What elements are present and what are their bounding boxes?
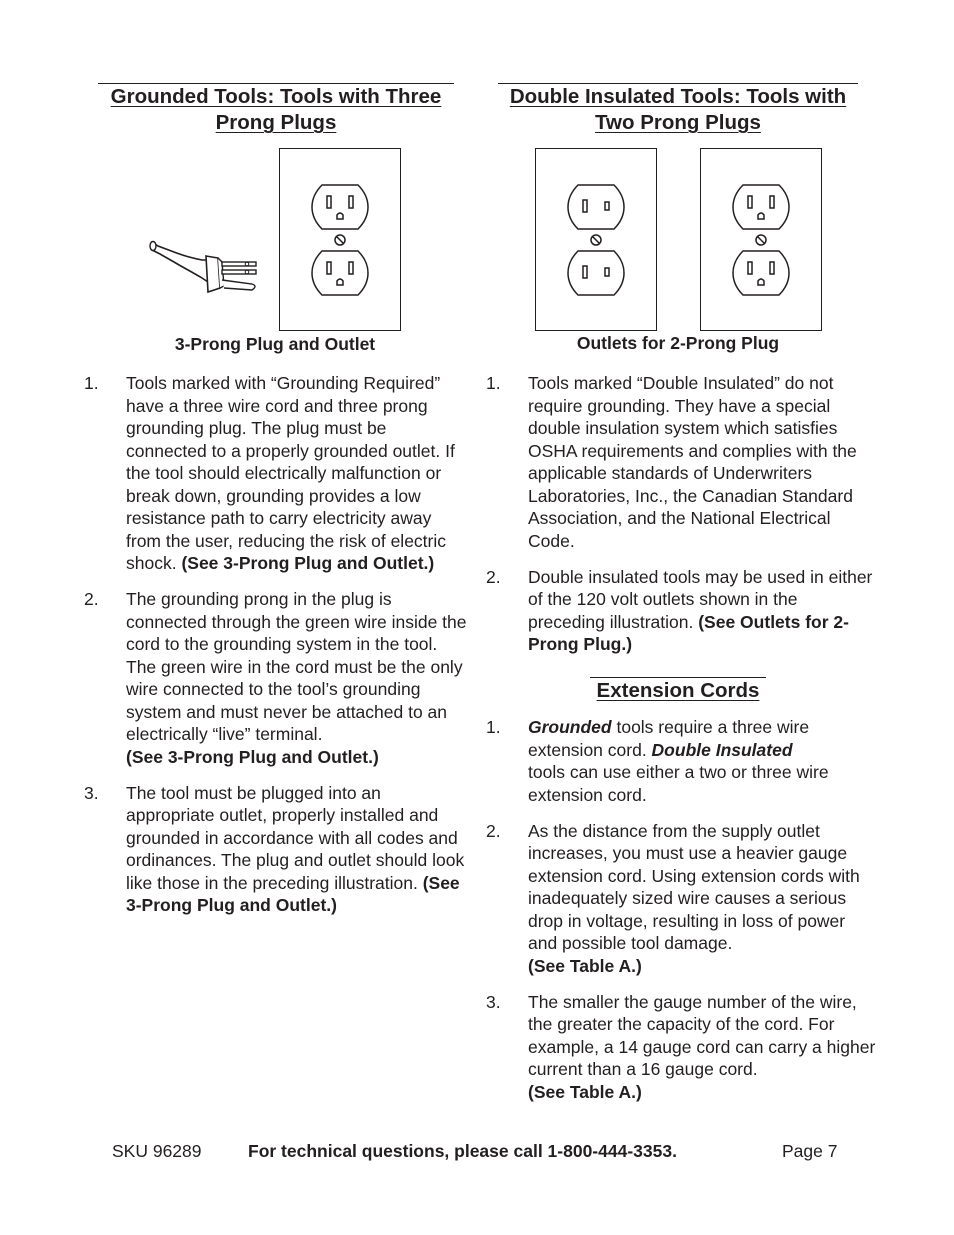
list-item-text: Grounded tools require a three wire extension cord. Double Insulated tools can use either a two or three wire extension cord. (528, 717, 829, 805)
list-item-text: The grounding prong in the plug is connected through the green wire inside the cord to the grounding system in the tool. The green wire in the cord must be the only wire connected to the tool’s grounding system and must never be attached to an electrically “live” terminal. (See 3-Prong Plug and Outlet.) (126, 589, 467, 767)
list-item: 2. Double insulated tools may be used in either of the 120 volt outlets shown in the preceding illustration. (See Outlets for 2-Prong Plug.) (486, 566, 878, 656)
list-item-text: The smaller the gauge number of the wire, the greater the capacity of the cord. For example, a 14 gauge cord can carry a higher current than a 16 gauge cord. (See Table A.) (528, 991, 876, 1102)
extension-cords-list (486, 716, 878, 1117)
grounded-tools-heading (98, 84, 454, 136)
double-insulated-heading (498, 84, 858, 136)
heading-rule (590, 677, 766, 678)
list-item: 3. The tool must be plugged into an appropriate outlet, properly installed and grounded in accordance with all codes and ordinances. The plug and outlet should look like those in the preceding illustration. (See 3-Prong Plug and Outlet.) (84, 782, 470, 917)
list-item-text: As the distance from the supply outlet increases, you must use a heavier gauge extension cord. Using extension cords with inadequately sized wire causes a serious drop in voltage, resulting in loss of power and possible tool damage. (See Table A.) (528, 820, 860, 976)
double-insulated-heading-line1: Double Insulated Tools: Tools with (509, 85, 847, 108)
footer-page-number: Page 7 (782, 1141, 838, 1161)
grounded-outlet-box (279, 148, 401, 331)
two-prong-outlet-box-right (700, 148, 822, 331)
list-item: 1. Grounded tools require a three wire extension cord. Double Insulated tools can use either a two or three wire extension cord. (486, 716, 878, 806)
list-item: 1. Tools marked “Double Insulated” do not require grounding. They have a special double insulation system which satisfies OSHA requirements and complies with the applicable standards of Underwriters Laboratories, Inc., the Canadian Standard Association, and the National Electrical Code. (486, 372, 878, 552)
list-item: 3. The smaller the gauge number of the wire, the greater the capacity of the cord. For example, a 14 gauge cord can carry a higher current than a 16 gauge cord. (See Table A.) (486, 991, 878, 1104)
footer-phone: For technical questions, please call 1-800-444-3353. (248, 1141, 677, 1161)
list-item: 1. Tools marked with “Grounding Required” have a three wire cord and three prong grounding plug. The plug must be connected to a properly grounded outlet. If the tool should electrically malfunction or break down, grounding provides a low resistance path to carry electricity away from the user, reducing the risk of electric shock. (See 3-Prong Plug and Outlet.) (84, 372, 470, 575)
list-item-text: Tools marked “Double Insulated” do not require grounding. They have a special double insulation system which satisfies OSHA requirements and complies with the applicable standards of Underwriters Laboratories, Inc., the Canadian Standard Association, and the National Electrical Code. (528, 373, 857, 551)
two-prong-caption: Outlets for 2-Prong Plug (576, 333, 780, 353)
list-item-text: The tool must be plugged into an appropriate outlet, properly installed and grounded in accordance with all codes and ordinances. The plug and outlet should look like those in the preceding illustration. (See 3-Prong Plug and Outlet.) (126, 782, 465, 915)
list-item-text: Tools marked with “Grounding Required” have a three wire cord and three prong grounding plug. The plug must be connected to a properly grounded outlet. If the tool should electrically malfunction or break down, grounding provides a low resistance path to carry electricity away from the user, reducing the risk of electric shock. (See 3-Prong Plug and Outlet.) (126, 373, 455, 573)
footer-sku: SKU 96289 (112, 1141, 202, 1161)
list-item-text: Double insulated tools may be used in either of the 120 volt outlets shown in the preceding illustration. (See Outlets for 2-Prong Plug.) (528, 566, 873, 654)
grounded-tools-heading-line2: Prong Plugs (215, 111, 337, 134)
heading-rule (498, 83, 858, 84)
grounded-tools-heading-line1: Grounded Tools: Tools with Three (110, 85, 442, 108)
extension-cords-heading: Extension Cords (590, 678, 766, 704)
double-insulated-list (486, 372, 878, 669)
two-prong-outlet-box-left (535, 148, 657, 331)
heading-rule (98, 83, 454, 84)
electrical-outlet-icon (280, 149, 400, 330)
grounded-tools-list (84, 372, 470, 930)
double-insulated-heading-line2: Two Prong Plugs (595, 111, 761, 134)
electrical-outlet-icon (536, 149, 656, 330)
electrical-outlet-icon (701, 149, 821, 330)
list-item: 2. As the distance from the supply outlet increases, you must use a heavier gauge extension cord. Using extension cords with inadequately sized wire causes a serious drop in voltage, resulting in loss of power and possible tool damage. (See Table A.) (486, 820, 878, 978)
three-prong-plug-icon (148, 238, 264, 298)
list-item: 2. The grounding prong in the plug is connected through the green wire inside the cord to the grounding system in the tool. The green wire in the cord must be the only wire connected to the tool’s grounding system and must never be attached to an electrically “live” terminal. (See 3-Prong Plug and Outlet.) (84, 588, 470, 768)
three-prong-caption: 3-Prong Plug and Outlet (174, 334, 376, 354)
